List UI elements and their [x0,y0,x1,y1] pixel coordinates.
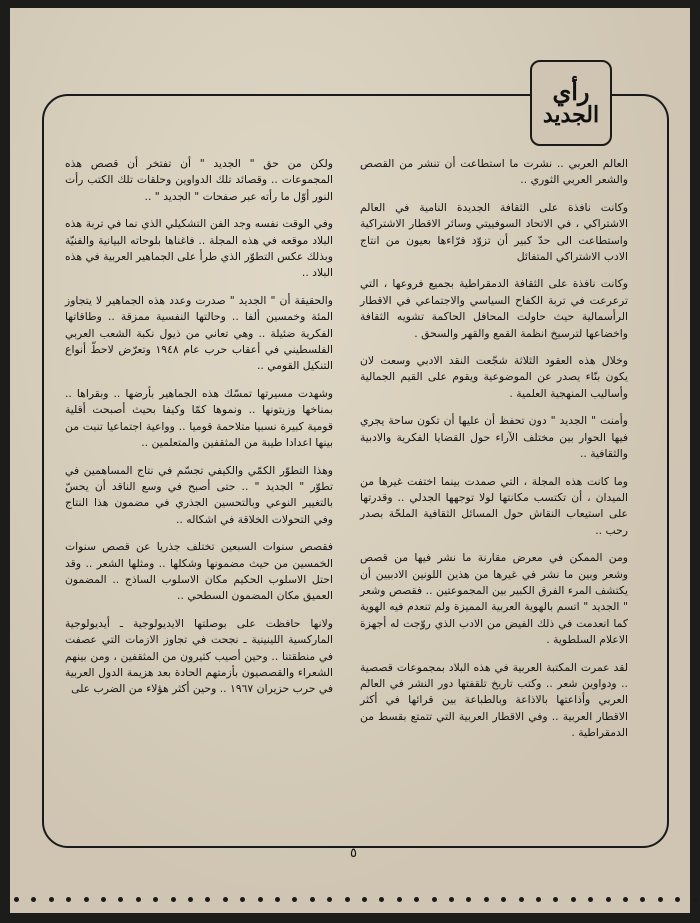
binding-dot [205,897,210,902]
binding-dot [171,897,176,902]
paragraph: وفي الوقت نفسه وجد الفن التشكيلي الذي نما في تربة هذه البلاد موقعه في هذه المجلة .. فاغناها بلوحاته البيانية والفنيّة وبذلك عكس التطوّر الذي طرأ على الجماهير العربية في هذه البلاد .. [65,217,333,280]
binding-dot [275,897,280,902]
binding-dot [658,897,663,902]
paragraph: فقصص سنوات السبعين تختلف جذريا عن قصص سنوات الخمسين من حيث مضمونها وشكلها .. ومثلها الشعر .. وقد احتل الاسلوب الحكيم مكان الاسلوب الساذج .. المضمون العميق مكان المضمون السطحي .. [65,540,333,603]
right-column [360,156,628,753]
binding-dot [397,897,402,902]
binding-dot [606,897,611,902]
paragraph: وكانت نافذة على الثقافة الجديدة النامية في العالم الاشتراكي ، في الاتحاد السوفييتي وسائر الاقطار الاشتراكية واستطاعت الى حدّ كبير أن تزوّد قرّاءها بعيون من انتاج الادب الاشتراكي المتفائل [360,200,628,264]
binding-dot [258,897,263,902]
paragraph: لقد عمرت المكتبة العربية في هذه البلاد بمجموعات قصصية .. ودواوين شعر .. وكتب تاريخ تلقفتها دور النشر في العالم العربي وأذاعتها بالاذاعة وبالطباعة بين قرائها في أكثر الاقطار العربية .. وفي الاقطار العربية التي تتمتع بقسط من الدمقراطية . [360,660,628,740]
paragraph: وما كانت هذه المجلة ، التي صمدت بينما اختفت غيرها من الميدان ، أن تكتسب مكانتها لولا توجهها الجدلي .. وقدرتها على استيعاب النقاش حول المسائل الثقافية الملحّة بصدر رحب .. [360,474,628,537]
binding-dot [223,897,228,902]
binding-dot [310,897,315,902]
paragraph: ولكن من حق " الجديد " أن تفتخر أن قصص هذه المجموعات .. وقصائد تلك الدواوين وحلقات تلك الكتب رأت النور أوّل ما رأته عبر صفحات " الجديد " .. [65,157,333,203]
paragraph: العالم العربي .. نشرت ما استطاعت أن تنشر من القصص والشعر العربي الثوري .. [360,157,628,187]
binding-dot [14,897,19,902]
binding-dot [66,897,71,902]
binding-dot [571,897,576,902]
binding-dot [153,897,158,902]
binding-dot [432,897,437,902]
binding-dot [623,897,628,902]
binding-dot [501,897,506,902]
masthead-logo [530,60,612,146]
masthead-line2: الجديد [542,102,600,129]
binding-dot [188,897,193,902]
binding-dot [327,897,332,902]
paragraph: وهذا التطوّر الكمّي والكيفي تجسّم في نتاج المساهمين في تطوّر " الجديد " .. حتى أصبح في وسع الناقد أن يحسّ بالتغيير النوعي وبالتحسين الجذري في مضمون هذا النتاج وفي التحولات الخلاقة في اشكاله .. [65,463,333,526]
binding-dot [484,897,489,902]
binding-dot [118,897,123,902]
paragraph: وخلال هذه العقود الثلاثة شجّعت النقد الادبي وسعت لان يكون بنّاء يصدر عن الموضوعية ويقوم على القيم الجمالية وأساليب المنهجية العلمية . [360,354,628,400]
magazine-page [10,8,690,913]
binding-dot [449,897,454,902]
binding-dot [588,897,593,902]
binding-dot [292,897,297,902]
binding-dot [414,897,419,902]
binding-dot [31,897,36,902]
binding-dot [49,897,54,902]
binding-dot [536,897,541,902]
binding-holes [0,875,700,915]
masthead-line1: رأي [552,76,590,106]
binding-dot [519,897,524,902]
paragraph: وشهدت مسيرتها تمسّك هذه الجماهير بأرضها .. وبقراها .. بمناخها وزيتونها .. ونموها كمّا وكيفا بحيث أصبحت أقلية قومية كبيرة نسبيا متلاحمة قوميا .. وواعية اجتماعيا تنبت من بينها اعدادا طيبة من المثقفين والمتعلمين .. [65,386,333,450]
binding-dot [240,897,245,902]
binding-dot [693,897,698,902]
binding-dot [466,897,471,902]
binding-dot [362,897,367,902]
binding-dot [675,897,680,902]
binding-dot [136,897,141,902]
binding-dot [379,897,384,902]
binding-dot [553,897,558,902]
binding-dot [345,897,350,902]
paragraph: ولانها حافظت على بوصلتها الايديولوجية ـ أيديولوجية الماركسية اللينينية ـ نجحت في تجاوز الازمات التي عصفت في منطقتنا .. وحين أصيب كثيرون من المثقفين ، ومن بينهم الشعراء والقصصيون بأزمتهم الحادة بعد هزيمة الدول العربية في حرب حزيران ١٩٦٧ .. وحين أكثر هؤلاء من الضرب على [65,616,333,696]
paragraph: ومن الممكن في معرض مقارنة ما نشر فيها من قصص وشعر وبين ما نشر في غيرها من هذين اللونين الادبيين أن يكتشف المرء الفرق الكبير بين المجموعتين .. فقصص وشعر " الجديد " اتسم بالهوية العربية المميزة ولم تنعدم فيه الهوية كما انعدمت في ذلك الفيض من الادب الذي روّجت له أجهزة الاعلام السلطوية . [360,551,628,647]
left-column [65,156,333,709]
binding-dot [101,897,106,902]
paragraph: وكانت نافذة على الثقافة الدمقراطية بجميع فروعها ، التي ترعرعت في تربة الكفاح السياسي والاجتماعي في الاقطار الرأسمالية حيث حاولت المحافل الحاكمة تشويه الثقافة واخضاعها لترسيخ انظمة القمع والقهر والسحق . [360,277,628,340]
binding-dot [84,897,89,902]
paragraph: والحقيقة أن " الجديد " صدرت وعدد هذه الجماهير لا يتجاوز المئة وخمسين ألفا .. وحالتها النفسية ممزقة .. وطاقاتها الفكرية ضئيلة .. وهي تعاني من ذيول نكبة الشعب العربي الفلسطيني في أعقاب حرب عام ١٩٤٨ وتعرّض لاحطّ أنواع التنكيل القومي .. [65,293,333,373]
page-number: ٥ [350,846,357,861]
binding-dot [640,897,645,902]
paragraph: وأمنت " الجديد " دون تحفظ أن عليها أن تكون ساحة يجري فيها الحوار بين مختلف الآراء حول القضايا الفكرية والادبية والثقافية .. [360,414,628,461]
